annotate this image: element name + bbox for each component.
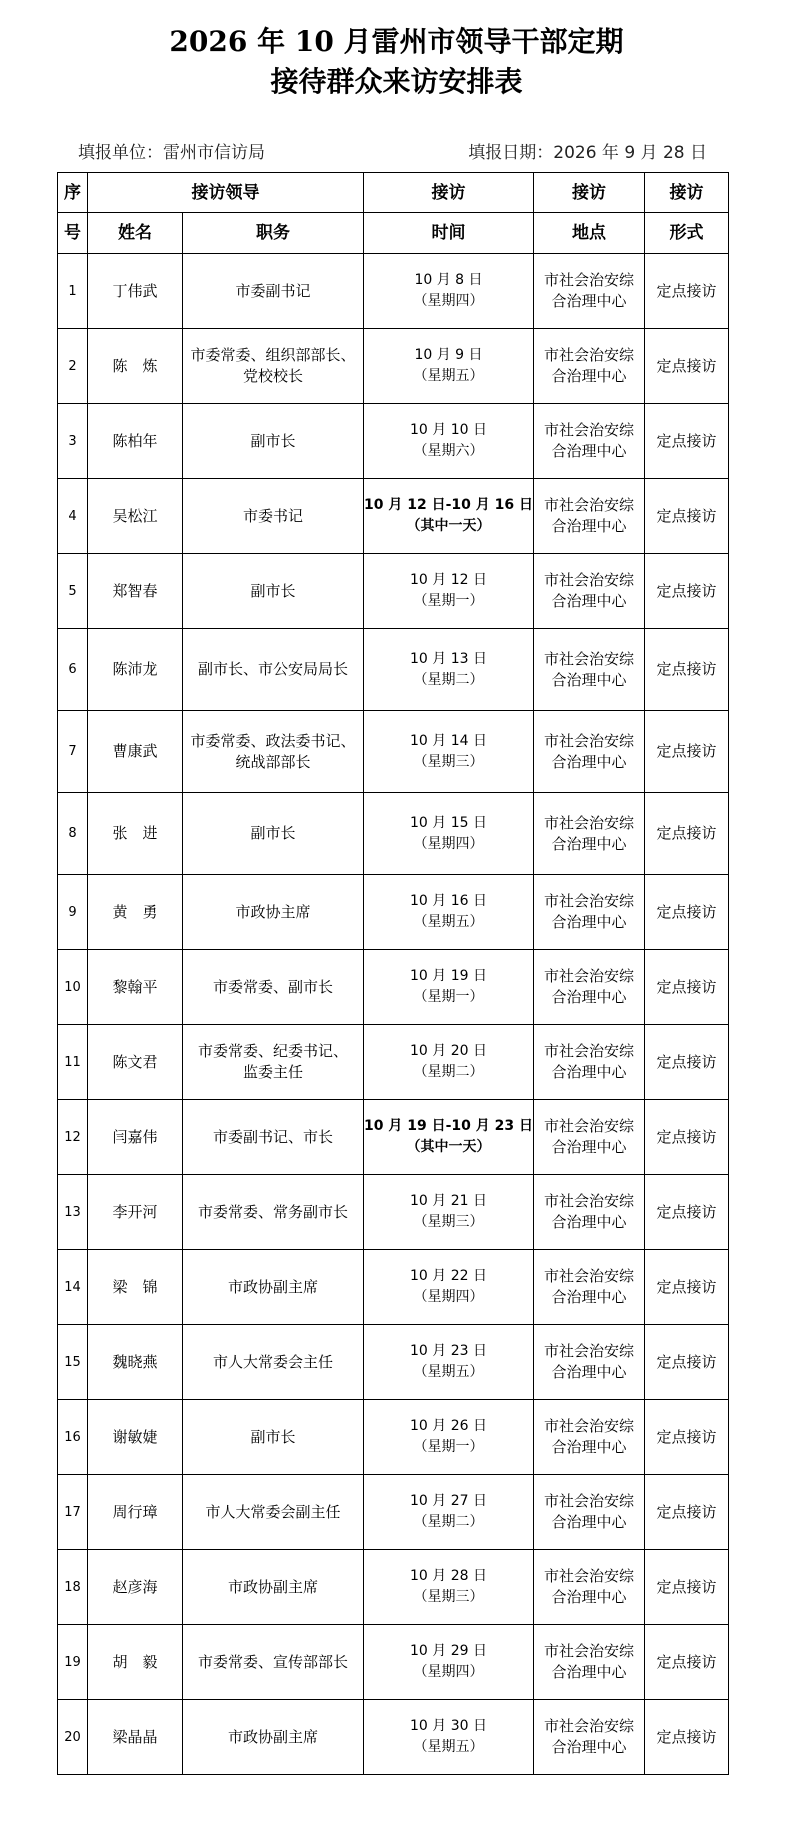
cell-place xyxy=(534,1325,645,1400)
cell-place-line: 合治理中心 xyxy=(551,834,627,853)
cell-time-line: （星期五） xyxy=(413,368,484,384)
cell-place-line: 市社会治安综 xyxy=(543,731,634,750)
table-row xyxy=(58,1475,729,1550)
cell-time-line: 10 月 19 日 xyxy=(410,968,487,984)
cell-seq: 14 xyxy=(58,1250,88,1325)
cell-position xyxy=(183,254,364,329)
cell-name: 丁伟武 xyxy=(88,254,183,329)
cell-position-line: 副市长 xyxy=(250,431,296,450)
header-place-top: 接访 xyxy=(534,173,645,213)
header-leader: 接访领导 xyxy=(88,173,364,213)
cell-name: 张 进 xyxy=(88,793,183,875)
cell-position xyxy=(183,479,364,554)
cell-time-line: 10 月 16 日 xyxy=(410,893,487,909)
header-time-bottom: 时间 xyxy=(364,213,534,254)
cell-form: 定点接访 xyxy=(645,1175,729,1250)
cell-name: 陈柏年 xyxy=(88,404,183,479)
cell-name: 郑智春 xyxy=(88,554,183,629)
cell-time xyxy=(364,711,534,793)
cell-place-line: 合治理中心 xyxy=(551,752,627,771)
cell-name: 胡 毅 xyxy=(88,1625,183,1700)
cell-time xyxy=(364,1100,534,1175)
cell-time-line: 10 月 10 日 xyxy=(410,422,487,438)
cell-time-line: （星期四） xyxy=(413,1289,484,1305)
cell-time-line: （星期一） xyxy=(413,1439,484,1455)
cell-position-line: 市委常委、副市长 xyxy=(212,977,333,996)
cell-time-line: 10 月 19 日-10 月 23 日 xyxy=(364,1118,533,1134)
cell-seq: 15 xyxy=(58,1325,88,1400)
cell-form: 定点接访 xyxy=(645,554,729,629)
cell-time xyxy=(364,1550,534,1625)
cell-position xyxy=(183,1250,364,1325)
cell-seq: 20 xyxy=(58,1700,88,1775)
cell-place-line: 合治理中心 xyxy=(551,1213,627,1231)
table-row xyxy=(58,875,729,950)
cell-time xyxy=(364,1250,534,1325)
cell-place xyxy=(534,1175,645,1250)
cell-time-line: （星期三） xyxy=(413,1589,484,1605)
cell-position-line: 副市长、市公安局局长 xyxy=(197,660,348,678)
cell-time xyxy=(364,329,534,404)
cell-time-line: （星期五） xyxy=(413,914,484,930)
cell-time-line: 10 月 13 日 xyxy=(410,650,487,667)
cell-position xyxy=(183,711,364,793)
cell-position-line: 市政协副主席 xyxy=(227,1277,318,1296)
cell-place-line: 市社会治安综 xyxy=(543,813,634,832)
cell-seq: 1 xyxy=(58,254,88,329)
cell-form: 定点接访 xyxy=(645,479,729,554)
cell-position xyxy=(183,554,364,629)
cell-name: 陈沛龙 xyxy=(88,629,183,711)
cell-time xyxy=(364,1700,534,1775)
header-seq-bottom: 号 xyxy=(58,213,88,254)
schedule-table xyxy=(57,172,729,1775)
cell-place-line: 合治理中心 xyxy=(551,442,627,460)
table-row xyxy=(58,711,729,793)
cell-position-line: 市委常委、纪委书记、 xyxy=(197,1042,348,1060)
cell-position-line: 市委书记 xyxy=(242,506,303,525)
cell-form: 定点接访 xyxy=(645,950,729,1025)
cell-place-line: 市社会治安综 xyxy=(543,892,634,910)
cell-time-line: （星期五） xyxy=(413,1739,484,1755)
cell-time-line: 10 月 28 日 xyxy=(410,1568,487,1584)
cell-time xyxy=(364,1325,534,1400)
cell-time-line: 10 月 9 日 xyxy=(414,347,483,363)
table-row xyxy=(58,950,729,1025)
cell-time-line: 10 月 27 日 xyxy=(410,1493,487,1509)
cell-seq: 4 xyxy=(58,479,88,554)
cell-name: 梁晶晶 xyxy=(88,1700,183,1775)
cell-time xyxy=(364,1175,534,1250)
cell-position xyxy=(183,1700,364,1775)
cell-name: 黎翰平 xyxy=(88,950,183,1025)
cell-seq: 17 xyxy=(58,1475,88,1550)
header-form-top: 接访 xyxy=(645,173,729,213)
cell-name: 吴松江 xyxy=(88,479,183,554)
cell-form: 定点接访 xyxy=(645,404,729,479)
cell-time xyxy=(364,254,534,329)
cell-time-line: 10 月 20 日 xyxy=(410,1043,487,1059)
cell-place-line: 合治理中心 xyxy=(551,1438,627,1456)
cell-place xyxy=(534,793,645,875)
cell-position-line: 副市长 xyxy=(250,1427,296,1446)
cell-time-line: 10 月 8 日 xyxy=(414,272,483,288)
document-title-line1: 2026 年 10 月雷州市领导干部定期 xyxy=(169,25,624,58)
cell-position-line: 市委常委、常务副市长 xyxy=(197,1202,348,1221)
cell-place-line: 市社会治安综 xyxy=(543,1417,634,1435)
header-form-bottom: 形式 xyxy=(645,213,729,254)
cell-place-line: 市社会治安综 xyxy=(543,1192,634,1210)
cell-position-line: 市委常委、组织部部长、 xyxy=(190,346,356,364)
cell-name: 陈 炼 xyxy=(88,329,183,404)
cell-seq: 10 xyxy=(58,950,88,1025)
cell-time-line: 10 月 21 日 xyxy=(410,1193,487,1209)
cell-time xyxy=(364,554,534,629)
cell-name: 谢敏婕 xyxy=(88,1400,183,1475)
cell-name: 梁 锦 xyxy=(88,1250,183,1325)
cell-seq: 3 xyxy=(58,404,88,479)
cell-time xyxy=(364,1025,534,1100)
cell-seq: 12 xyxy=(58,1100,88,1175)
cell-place-line: 合治理中心 xyxy=(551,1363,627,1381)
table-row xyxy=(58,1100,729,1175)
cell-place-line: 市社会治安综 xyxy=(543,1642,634,1660)
header-place-bottom: 地点 xyxy=(534,213,645,254)
cell-time-line: 10 月 26 日 xyxy=(410,1418,487,1434)
table-row xyxy=(58,404,729,479)
cell-place-line: 合治理中心 xyxy=(551,670,627,689)
cell-position-line: 市政协副主席 xyxy=(227,1727,318,1746)
cell-form: 定点接访 xyxy=(645,1550,729,1625)
table-row xyxy=(58,1325,729,1400)
cell-seq: 5 xyxy=(58,554,88,629)
cell-seq: 6 xyxy=(58,629,88,711)
table-row xyxy=(58,793,729,875)
table-row xyxy=(58,1250,729,1325)
header-seq-top: 序 xyxy=(58,173,88,213)
cell-name: 曹康武 xyxy=(88,711,183,793)
cell-time-line: （星期四） xyxy=(413,293,484,309)
cell-time xyxy=(364,629,534,711)
cell-time-line: （星期二） xyxy=(413,1514,484,1530)
cell-form: 定点接访 xyxy=(645,1025,729,1100)
cell-time xyxy=(364,1400,534,1475)
header-name: 姓名 xyxy=(88,213,183,254)
cell-place-line: 合治理中心 xyxy=(551,1513,627,1531)
table-row xyxy=(58,254,729,329)
cell-time-line: 10 月 29 日 xyxy=(410,1643,487,1659)
cell-position xyxy=(183,1400,364,1475)
document-title-line2: 接待群众来访安排表 xyxy=(270,65,523,98)
cell-time-line: 10 月 12 日 xyxy=(410,572,487,588)
cell-form: 定点接访 xyxy=(645,329,729,404)
cell-position xyxy=(183,1625,364,1700)
cell-time xyxy=(364,404,534,479)
cell-seq: 8 xyxy=(58,793,88,875)
cell-time-line: （星期三） xyxy=(413,753,484,770)
cell-place xyxy=(534,711,645,793)
cell-position xyxy=(183,1175,364,1250)
table-row xyxy=(58,629,729,711)
cell-form: 定点接访 xyxy=(645,1100,729,1175)
cell-position-line: 副市长 xyxy=(250,824,296,842)
cell-form: 定点接访 xyxy=(645,1475,729,1550)
table-row xyxy=(58,479,729,554)
cell-name: 黄 勇 xyxy=(88,875,183,950)
cell-form: 定点接访 xyxy=(645,629,729,711)
cell-name: 闫嘉伟 xyxy=(88,1100,183,1175)
cell-position xyxy=(183,1025,364,1100)
cell-position-line: 统战部部长 xyxy=(235,752,311,771)
cell-place-line: 市社会治安综 xyxy=(543,1567,634,1585)
cell-place-line: 合治理中心 xyxy=(551,1138,627,1156)
cell-place-line: 合治理中心 xyxy=(551,1063,627,1081)
cell-position xyxy=(183,793,364,875)
cell-place xyxy=(534,329,645,404)
table-row xyxy=(58,1025,729,1100)
table-row xyxy=(58,1625,729,1700)
cell-place xyxy=(534,1400,645,1475)
cell-place xyxy=(534,1550,645,1625)
cell-place xyxy=(534,554,645,629)
cell-name: 李开河 xyxy=(88,1175,183,1250)
cell-place-line: 合治理中心 xyxy=(551,1738,627,1756)
cell-place-line: 合治理中心 xyxy=(551,1288,627,1306)
cell-time-line: 10 月 30 日 xyxy=(410,1718,487,1734)
cell-form: 定点接访 xyxy=(645,1250,729,1325)
cell-place xyxy=(534,629,645,711)
table-row xyxy=(58,1550,729,1625)
cell-time xyxy=(364,1625,534,1700)
reporting-date: 填报日期：2026 年 9 月 28 日 xyxy=(468,143,707,163)
cell-position-line: 市委常委、政法委书记、 xyxy=(190,731,356,750)
cell-name: 魏晓燕 xyxy=(88,1325,183,1400)
header-time-top: 接访 xyxy=(364,173,534,213)
cell-seq: 9 xyxy=(58,875,88,950)
cell-place xyxy=(534,1100,645,1175)
cell-place-line: 市社会治安综 xyxy=(543,496,634,514)
cell-time-line: （星期六） xyxy=(413,443,484,459)
cell-form: 定点接访 xyxy=(645,1700,729,1775)
cell-position-line: 市人大常委会副主任 xyxy=(205,1502,341,1521)
cell-place xyxy=(534,950,645,1025)
cell-position-line: 党校校长 xyxy=(242,367,303,385)
cell-position xyxy=(183,1550,364,1625)
cell-time-line: （星期二） xyxy=(413,671,484,688)
cell-seq: 18 xyxy=(58,1550,88,1625)
cell-position-line: 市政协主席 xyxy=(235,902,311,921)
cell-place-line: 合治理中心 xyxy=(551,592,627,610)
cell-seq: 2 xyxy=(58,329,88,404)
cell-form: 定点接访 xyxy=(645,711,729,793)
cell-time-line: （其中一天） xyxy=(406,1139,491,1155)
cell-name: 周行璋 xyxy=(88,1475,183,1550)
cell-time xyxy=(364,793,534,875)
cell-seq: 7 xyxy=(58,711,88,793)
cell-position-line: 副市长 xyxy=(250,581,296,600)
cell-place-line: 合治理中心 xyxy=(551,913,627,931)
cell-time xyxy=(364,950,534,1025)
cell-place-line: 市社会治安综 xyxy=(543,1117,634,1135)
cell-position xyxy=(183,875,364,950)
cell-seq: 19 xyxy=(58,1625,88,1700)
cell-place xyxy=(534,1025,645,1100)
cell-time xyxy=(364,875,534,950)
cell-place xyxy=(534,404,645,479)
cell-position xyxy=(183,1100,364,1175)
cell-place-line: 市社会治安综 xyxy=(543,1042,634,1060)
cell-place-line: 市社会治安综 xyxy=(543,1267,634,1285)
cell-position xyxy=(183,950,364,1025)
cell-time-line: 10 月 14 日 xyxy=(410,732,487,749)
cell-place-line: 市社会治安综 xyxy=(543,346,634,364)
cell-time-line: 10 月 12 日-10 月 16 日 xyxy=(364,497,533,513)
cell-place-line: 合治理中心 xyxy=(551,517,627,535)
cell-form: 定点接访 xyxy=(645,1325,729,1400)
cell-seq: 11 xyxy=(58,1025,88,1100)
cell-position xyxy=(183,1475,364,1550)
table-row xyxy=(58,1175,729,1250)
cell-place-line: 市社会治安综 xyxy=(543,421,634,439)
cell-place-line: 市社会治安综 xyxy=(543,1342,634,1360)
cell-place xyxy=(534,1475,645,1550)
cell-time-line: （星期三） xyxy=(413,1214,484,1230)
cell-name: 赵彦海 xyxy=(88,1550,183,1625)
cell-position-line: 监委主任 xyxy=(242,1063,303,1081)
cell-time-line: （星期二） xyxy=(413,1064,484,1080)
cell-form: 定点接访 xyxy=(645,1625,729,1700)
reporting-unit: 填报单位：雷州市信访局 xyxy=(78,143,265,163)
cell-time xyxy=(364,1475,534,1550)
cell-position xyxy=(183,329,364,404)
cell-position-line: 市委常委、宣传部部长 xyxy=(197,1652,348,1671)
table-row xyxy=(58,1700,729,1775)
cell-position xyxy=(183,404,364,479)
cell-place-line: 合治理中心 xyxy=(551,988,627,1006)
header-position: 职务 xyxy=(183,213,364,254)
cell-place xyxy=(534,1250,645,1325)
cell-place-line: 市社会治安综 xyxy=(543,271,634,289)
cell-position-line: 市委副书记、市长 xyxy=(212,1127,333,1146)
cell-place-line: 合治理中心 xyxy=(551,367,627,385)
cell-place xyxy=(534,479,645,554)
cell-time-line: 10 月 15 日 xyxy=(410,814,487,831)
cell-place-line: 合治理中心 xyxy=(551,1663,627,1681)
cell-place-line: 市社会治安综 xyxy=(543,649,634,668)
cell-form: 定点接访 xyxy=(645,875,729,950)
table-row xyxy=(58,554,729,629)
cell-position-line: 市委副书记 xyxy=(235,281,311,300)
cell-position xyxy=(183,629,364,711)
cell-seq: 16 xyxy=(58,1400,88,1475)
cell-place-line: 合治理中心 xyxy=(551,292,627,310)
cell-place xyxy=(534,1625,645,1700)
cell-place-line: 市社会治安综 xyxy=(543,571,634,589)
cell-time-line: 10 月 23 日 xyxy=(410,1343,487,1359)
cell-form: 定点接访 xyxy=(645,1400,729,1475)
cell-seq: 13 xyxy=(58,1175,88,1250)
cell-time-line: 10 月 22 日 xyxy=(410,1268,487,1284)
schedule-rows xyxy=(58,254,729,1775)
cell-time-line: （星期五） xyxy=(413,1364,484,1380)
cell-place xyxy=(534,875,645,950)
cell-time-line: （星期一） xyxy=(413,989,484,1005)
cell-name: 陈文君 xyxy=(88,1025,183,1100)
cell-place-line: 合治理中心 xyxy=(551,1588,627,1606)
cell-place-line: 市社会治安综 xyxy=(543,967,634,985)
table-row xyxy=(58,1400,729,1475)
cell-time-line: （星期四） xyxy=(413,1664,484,1680)
cell-time xyxy=(364,479,534,554)
cell-position-line: 市政协副主席 xyxy=(227,1577,318,1596)
cell-time-line: （星期一） xyxy=(413,593,484,609)
cell-form: 定点接访 xyxy=(645,254,729,329)
cell-place xyxy=(534,1700,645,1775)
cell-place xyxy=(534,254,645,329)
cell-position xyxy=(183,1325,364,1400)
cell-form: 定点接访 xyxy=(645,793,729,875)
cell-place-line: 市社会治安综 xyxy=(543,1717,634,1735)
cell-time-line: （星期四） xyxy=(413,835,484,852)
cell-place-line: 市社会治安综 xyxy=(543,1492,634,1510)
cell-time-line: （其中一天） xyxy=(406,518,491,534)
table-row xyxy=(58,329,729,404)
cell-position-line: 市人大常委会主任 xyxy=(212,1352,333,1371)
